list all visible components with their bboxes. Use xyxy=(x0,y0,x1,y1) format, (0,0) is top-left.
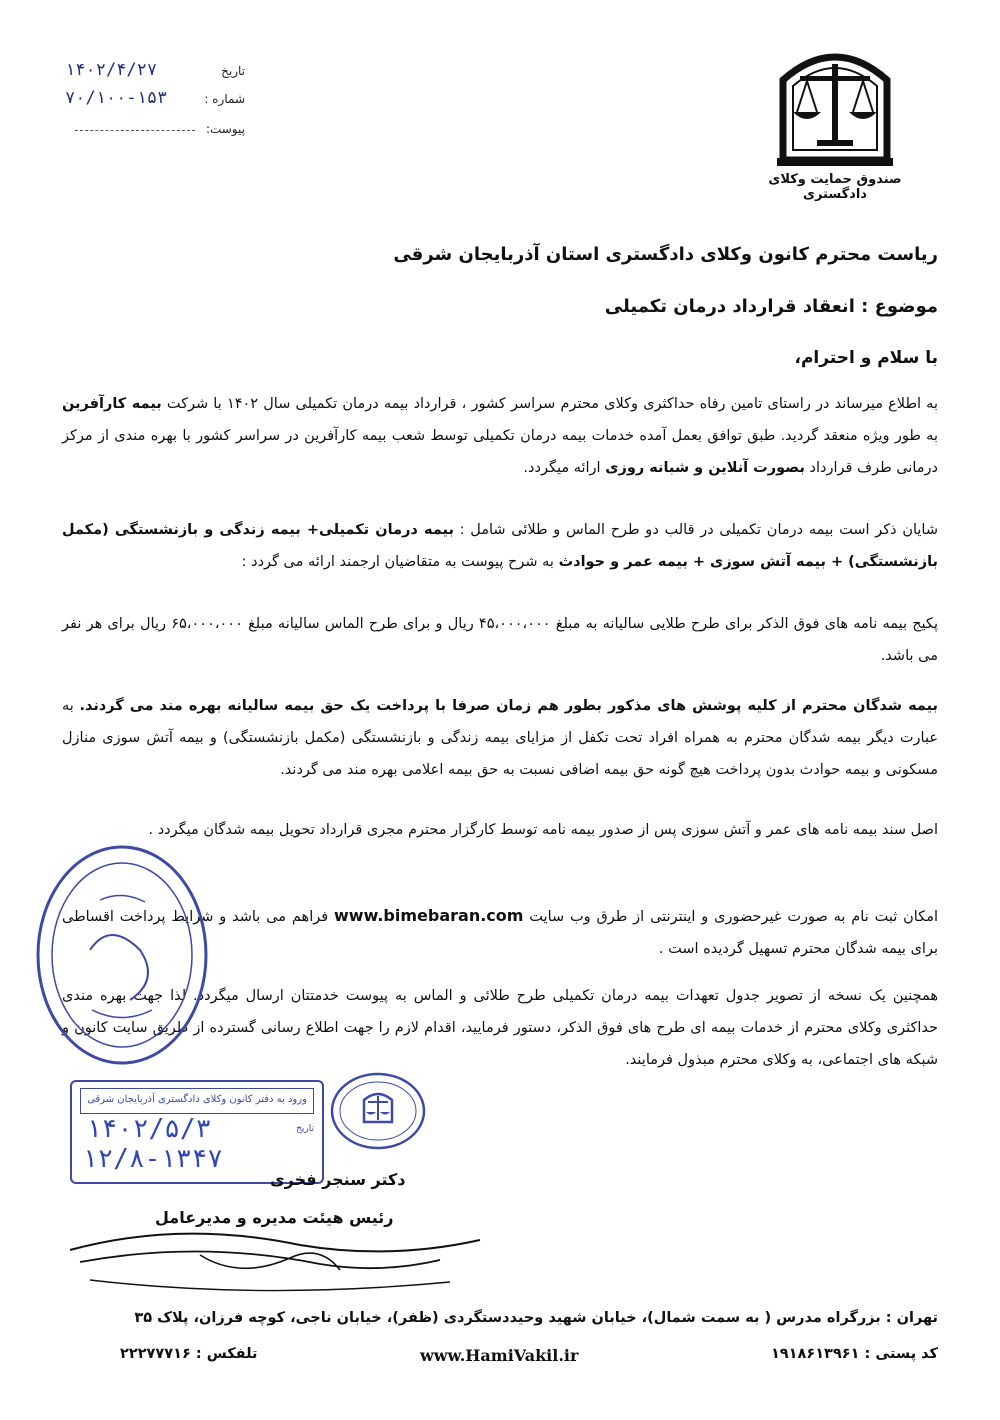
p6-text-b: فراهم می باشد و شرایط پرداخت اقساطی برای بیمه شدگان محترم تسهیل گردیده است . xyxy=(62,909,938,957)
paragraph-4 xyxy=(62,690,938,786)
signer-title: رئیس هیئت مدیره و مدیرعامل xyxy=(155,1208,394,1227)
greeting: با سلام و احترام، xyxy=(794,348,938,368)
p1-online: بصورت آنلاین و شبانه روزی xyxy=(605,460,805,476)
stamp-header: ورود به دفتر کانون وکلای دادگستری آذربایجان شرقی xyxy=(80,1088,314,1114)
circular-stamp-icon xyxy=(30,840,215,1070)
number-label: شماره : xyxy=(204,92,245,106)
p2-text-c: به شرح پیوست به متقاضیان ارجمند ارائه می گردد : xyxy=(241,554,559,570)
fund-seal-icon xyxy=(328,1070,428,1152)
logo-caption: صندوق حمایت وکلای دادگستری xyxy=(768,172,902,202)
stamp-number: ۱۲/۸-۱۳۴۷ xyxy=(82,1144,223,1174)
p2-coverages: بیمه درمان تکمیلی+ بیمه زندگی و بازنشستگی (مکمل بازنشستگی) + بیمه آتش سوزی + بیمه عمر و حوادث xyxy=(62,522,938,570)
p2-text-a: شایان ذکر است بیمه درمان تکمیلی در قالب دو طرح الماس و طلائی شامل : xyxy=(453,522,938,538)
signer-name: دکتر سنجر فخری xyxy=(270,1170,406,1189)
footer-website-link[interactable]: www.HamiVakil.ir xyxy=(420,1346,579,1365)
attachment-blank xyxy=(75,130,195,131)
paragraph-2 xyxy=(62,514,938,578)
date-value: ۱۴۰۲/۴/۲۷ xyxy=(65,60,158,80)
subject: موضوع : انعقاد قرارداد درمان تکمیلی xyxy=(604,296,938,317)
bimebaran-link[interactable]: www.bimebaran.com xyxy=(334,906,524,925)
footer-postal-code: کد پستی : ۱۹۱۸۶۱۳۹۶۱ xyxy=(770,1346,938,1362)
p4-text: به عبارت دیگر بیمه شدگان محترم به همراه افراد تحت تکفل از مزایای بیمه زندگی و بازنشستگی (مکمل بازنشستگی) و بیمه آتش سوزی منازل مسکونی و بیمه حوادث بدون پرداخت هیچ گونه حق بیمه اضافی نسبت به حق بیمه اعلامی بهره مند می گردند. xyxy=(62,698,938,778)
date-row xyxy=(65,60,245,84)
stamp-date: ۱۴۰۲/۵/۳ xyxy=(86,1114,212,1144)
date-label: تاریخ xyxy=(221,64,245,78)
p1-insurer: بیمه کارآفرین xyxy=(62,396,162,412)
footer-address: تهران : بزرگراه مدرس ( به سمت شمال)، خیابان شهید وحیددستگردی (ظفر)، خیابان ناجی، کوچه فرزان، پلاک ۳۵ xyxy=(134,1310,938,1326)
paragraph-3: پکیج بیمه نامه های فوق الذکر برای طرح طلایی سالیانه به مبلغ ۴۵،۰۰۰،۰۰۰ ریال و برای طرح الماس سالیانه مبلغ ۶۵،۰۰۰،۰۰۰ ریال برای هر نفر می باشد. xyxy=(62,616,938,664)
attachment-label: پیوست: xyxy=(205,122,245,136)
stamp-date-label: تاریخ xyxy=(296,1124,314,1134)
p1-text-e: ارائه میگردد. xyxy=(523,460,606,476)
p1-text-c: به طور ویژه منعقد گردید. طبق توافق بعمل آمده خدمات بیمه درمان تکمیلی توسط شعب بیمه کارآفرین در سراسر کشور با بهره مندی از مرکز درمانی طرف قرارداد xyxy=(62,428,938,476)
attachment-row xyxy=(65,118,245,142)
footer-fax: تلفکس : ۲۲۲۷۷۷۱۶ xyxy=(120,1346,258,1362)
paragraph-7: همچنین یک نسخه از تصویر جدول تعهدات بیمه درمان تکمیلی طرح طلائی و الماس به پیوست خدمتتان ارسال میگردد. لذا جهت بهره مندی حداکثری وکلای محترم از خدمات بیمه ای طرح های فوق الذکر، دستور فرمایید، اقدام لازم را جهت اطلاع رسانی گسترده از طریق سایت کانون و شبکه های اجتماعی، به وکلای محترم مبذول فرمایند. xyxy=(62,988,938,1068)
p4-bold: بیمه شدگان محترم از کلیه پوشش های مذکور بطور هم زمان صرفا با پرداخت یک حق بیمه سالیانه بهره مند می گردند. xyxy=(79,698,939,714)
p1-text-a: به اطلاع میرساند در راستای تامین رفاه حداکثری وکلای محترم سراسر کشور ، قرارداد بیمه درمان تکمیلی سال ۱۴۰۲ با شرکت xyxy=(161,396,938,412)
recipient: ریاست محترم کانون وکلای دادگستری استان آذربایجان شرقی xyxy=(393,244,938,265)
received-stamp xyxy=(70,1080,324,1184)
number-value: ۷۰/۱۰۰-۱۵۳ xyxy=(65,88,168,108)
number-row xyxy=(65,88,245,112)
paragraph-5: اصل سند بیمه نامه های عمر و آتش سوزی پس از صدور بیمه نامه توسط کارگزار محترم مجری قرارداد تحویل بیمه شدگان میگردد . xyxy=(148,822,938,838)
handwritten-signature-icon xyxy=(60,1200,490,1310)
paragraph-1 xyxy=(62,388,938,484)
p6-text-a: امکان ثبت نام به صورت غیرحضوری و اینترنتی از طرق وب سایت xyxy=(523,909,938,925)
